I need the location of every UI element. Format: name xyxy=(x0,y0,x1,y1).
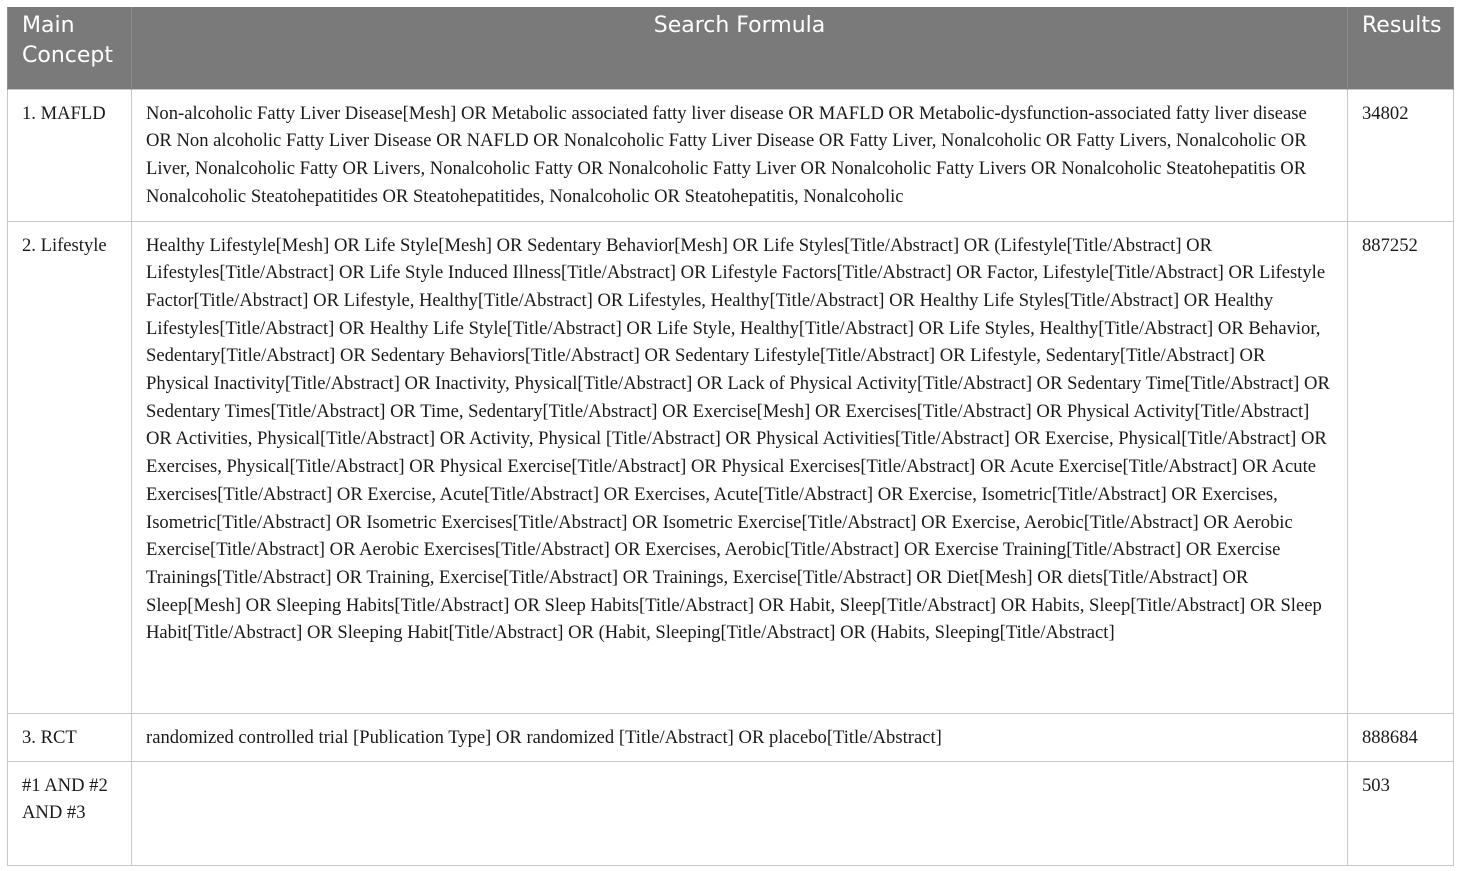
formula-cell: Healthy Lifestyle[Mesh] OR Life Style[Mesh] OR Sedentary Behavior[Mesh] OR Life Styles[Title/Abstract] OR (Lifestyle[Title/Abstract] OR Lifestyles[Title/Abstract] OR Life Style Induced Illness[Title/Abstract] OR Lifestyle Factors[Title/Abstract] OR Factor, Lifestyle[Title/Abstract] OR Lifestyle Factor[Title/Abstract] OR Lifestyle, Healthy[Title/Abstract] OR Lifestyles, Healthy[Title/Abstract] OR Healthy Life Styles[Title/Abstract] OR Healthy Lifestyles[Title/Abstract] OR Healthy Life Style[Title/Abstract] OR Life Style, Healthy[Title/Abstract] OR Life Styles, Healthy[Title/Abstract] OR Behavior, Sedentary[Title/Abstract] OR Sedentary Behaviors[Title/Abstract] OR Sedentary Lifestyle[Title/Abstract] OR Lifestyle, Sedentary[Title/Abstract] OR Physical Inactivity[Title/Abstract] OR Inactivity, Physical[Title/Abstract] OR Lack of Physical Activity[Title/Abstract] OR Sedentary Time[Title/Abstract] OR Sedentary Times[Title/Abstract] OR Time, Sedentary[Title/Abstract] OR Exercise[Mesh] OR Exercises[Title/Abstract] OR Physical Activity[Title/Abstract] OR Activities, Physical[Title/Abstract] OR Activity, Physical [Title/Abstract] OR Physical Activities[Title/Abstract] OR Exercise, Physical[Title/Abstract] OR Exercises, Physical[Title/Abstract] OR Physical Exercise[Title/Abstract] OR Physical Exercises[Title/Abstract] OR Acute Exercise[Title/Abstract] OR Acute Exercises[Title/Abstract] OR Exercise, Acute[Title/Abstract] OR Exercises, Acute[Title/Abstract] OR Exercise, Isometric[Title/Abstract] OR Exercises, Isometric[Title/Abstract] OR Isometric Exercises[Title/Abstract] OR Isometric Exercise[Title/Abstract] OR Exercise, Aerobic[Title/Abstract] OR Aerobic Exercise[Title/Abstract] OR Aerobic Exercises[Title/Abstract] OR Exercises, Aerobic[Title/Abstract] OR Exercise Training[Title/Abstract] OR Exercise Trainings[Title/Abstract] OR Training, Exercise[Title/Abstract] OR Trainings, Exercise[Title/Abstract] OR Diet[Mesh] OR diets[Title/Abstract] OR Sleep[Mesh] OR Sleeping Habits[Title/Abstract] OR Sleep Habits[Title/Abstract] OR Habit, Sleep[Title/Abstract] OR Habits, Sleep[Title/Abstract] OR Sleep Habit[Title/Abstract] OR Sleeping Habit[Title/Abstract] OR (Habit, Sleeping[Title/Abstract] OR (Habits, Sleeping[Title/Abstract] xyxy=(132,221,1348,713)
table-row xyxy=(8,89,1454,221)
search-strategy-table xyxy=(7,7,1454,866)
concept-cell: 3. RCT xyxy=(8,713,132,761)
results-cell: 888684 xyxy=(1348,713,1454,761)
table-row xyxy=(8,221,1454,713)
formula-cell: randomized controlled trial [Publication Type] OR randomized [Title/Abstract] OR placebo[Title/Abstract] xyxy=(132,713,1348,761)
formula-cell xyxy=(132,761,1348,865)
header-row xyxy=(8,7,1454,89)
formula-cell: Non-alcoholic Fatty Liver Disease[Mesh] OR Metabolic associated fatty liver disease OR MAFLD OR Metabolic-dysfunction-associated fatty liver disease OR Non alcoholic Fatty Liver Disease OR NAFLD OR Nonalcoholic Fatty Liver Disease OR Fatty Liver, Nonalcoholic OR Fatty Livers, Nonalcoholic OR Liver, Nonalcoholic Fatty OR Livers, Nonalcoholic Fatty OR Nonalcoholic Fatty Liver OR Nonalcoholic Fatty Livers OR Nonalcoholic Steatohepatitis OR Nonalcoholic Steatohepatitides OR Steatohepatitides, Nonalcoholic OR Steatohepatitis, Nonalcoholic xyxy=(132,89,1348,221)
concept-cell: #1 AND #2 AND #3 xyxy=(8,761,132,865)
concept-cell: 2. Lifestyle xyxy=(8,221,132,713)
table-row xyxy=(8,761,1454,865)
concept-cell: 1. MAFLD xyxy=(8,89,132,221)
header-main-concept: Main Concept xyxy=(8,7,132,89)
results-cell: 34802 xyxy=(1348,89,1454,221)
results-cell: 503 xyxy=(1348,761,1454,865)
table-row xyxy=(8,713,1454,761)
results-cell: 887252 xyxy=(1348,221,1454,713)
header-search-formula: Search Formula xyxy=(132,7,1348,89)
header-results: Results xyxy=(1348,7,1454,89)
